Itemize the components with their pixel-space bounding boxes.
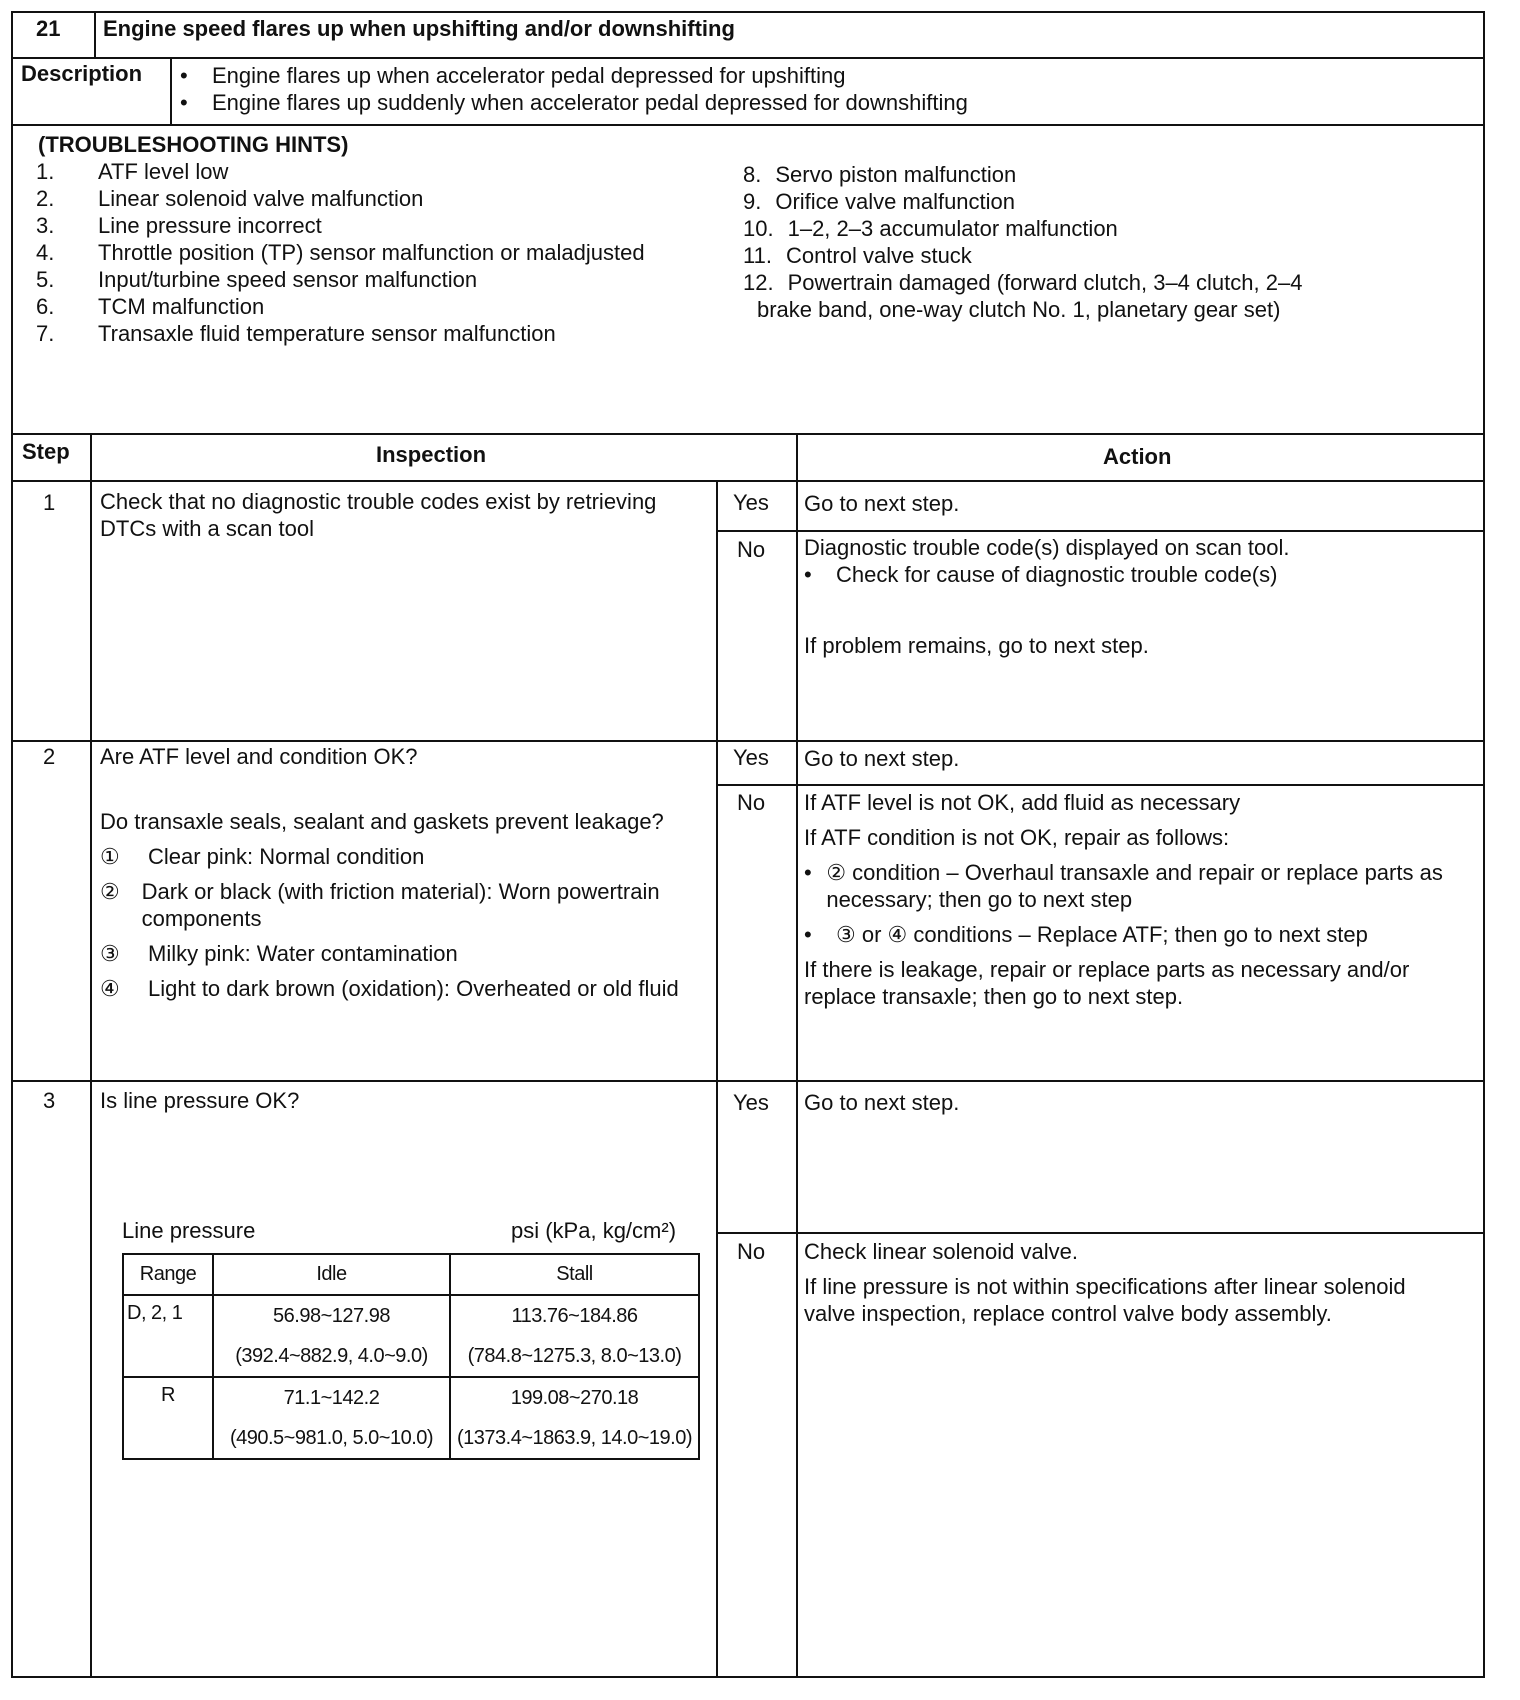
value: (392.4~882.9, 4.0~9.0) (235, 1345, 428, 1367)
step-number: 2 (43, 744, 56, 769)
inspection-text: Do transaxle seals, sealant and gaskets prevent leakage? (100, 809, 664, 834)
condition-text: Clear pink: Normal condition (148, 844, 425, 869)
inspection-text: Is line pressure OK? (100, 1088, 300, 1113)
hint-number: 12. (743, 270, 774, 295)
hint-number: 4. (36, 240, 55, 265)
value: (490.5~981.0, 5.0~10.0) (229, 1427, 434, 1449)
line-pressure-table (122, 1253, 700, 1460)
cell-range: R (123, 1377, 213, 1459)
yes-action: Go to next step. (804, 1090, 960, 1115)
table-row (123, 1377, 699, 1459)
hint-text: 1–2, 2–3 accumulator malfunction (787, 216, 1118, 241)
hint-item (743, 215, 1302, 242)
no-action: Diagnostic trouble code(s) displayed on scan tool. • Check for cause of diagnostic trouble code(s) If problem remains, go to next step. (804, 534, 1474, 659)
action-bullet: ③ or ④ conditions – Replace ATF; then go to next step (836, 922, 1368, 947)
cell-stall (450, 1377, 699, 1459)
description-item: Engine flares up suddenly when accelerator pedal depressed for downshifting (212, 90, 968, 115)
condition-text: Milky pink: Water contamination (148, 941, 458, 966)
column-action: Action (1103, 444, 1172, 469)
no-action (804, 1238, 1424, 1327)
hint-text: Linear solenoid valve malfunction (98, 186, 424, 211)
action-bullet: ② condition – Overhaul transaxle and repair or replace parts as necessary; then go to next step (826, 860, 1443, 912)
cell-stall (450, 1295, 699, 1377)
hint-item (36, 185, 645, 212)
divider (170, 57, 172, 124)
column-step: Step (22, 439, 70, 464)
condition-text: Light to dark brown (oxidation): Overheated or old fluid (148, 976, 679, 1001)
inspection-block (100, 743, 700, 1010)
condition-item (100, 878, 700, 932)
yes-label: Yes (733, 490, 769, 515)
hint-item (36, 320, 645, 347)
hint-text: Orifice valve malfunction (775, 189, 1016, 214)
value: 113.76~184.86 (511, 1305, 638, 1327)
table-row (123, 1295, 699, 1377)
column-inspection: Inspection (376, 442, 487, 467)
hint-item (743, 161, 1302, 188)
hint-item (743, 188, 1302, 215)
divider (90, 433, 92, 1677)
hint-text: Input/turbine speed sensor malfunction (98, 267, 478, 292)
header-range: Range (123, 1254, 213, 1295)
hint-text: Servo piston malfunction (775, 162, 1017, 187)
divider (11, 433, 1485, 435)
divider (716, 530, 1485, 532)
hint-text: TCM malfunction (98, 294, 265, 319)
problem-number: 21 (36, 16, 61, 41)
border (11, 11, 13, 1678)
hint-item (36, 266, 645, 293)
hint-item (36, 239, 645, 266)
divider (11, 740, 1485, 742)
hint-item (36, 212, 645, 239)
hints-right-list (743, 161, 1302, 323)
action-line: If ATF condition is not OK, repair as follows: (804, 825, 1230, 850)
hint-number: 3. (36, 213, 55, 238)
action-line: Diagnostic trouble code(s) displayed on scan tool. (804, 535, 1290, 560)
header-stall: Stall (450, 1254, 699, 1295)
value: (784.8~1275.3, 8.0~13.0) (467, 1345, 682, 1367)
description-item: Engine flares up when accelerator pedal depressed for upshifting (212, 63, 846, 88)
divider (716, 784, 1485, 786)
divider (11, 124, 1485, 126)
hint-text: ATF level low (98, 159, 229, 184)
step-number: 1 (43, 490, 56, 515)
cell-idle (213, 1377, 450, 1459)
border (11, 11, 1485, 13)
problem-title: Engine speed flares up when upshifting and/or downshifting (103, 16, 735, 41)
hint-number: 10. (743, 216, 774, 241)
hint-text: Line pressure incorrect (98, 213, 322, 238)
hint-number (743, 297, 757, 322)
hints-left-list (36, 158, 645, 347)
divider (11, 1080, 1485, 1082)
no-label: No (737, 1239, 766, 1264)
yes-label: Yes (733, 745, 769, 770)
condition-number: ④ (100, 976, 120, 1001)
value: (1373.4~1863.9, 14.0~19.0) (457, 1427, 692, 1449)
value: 56.98~127.98 (273, 1305, 390, 1327)
cell-idle (213, 1295, 450, 1377)
line-pressure-units: psi (kPa, kg/cm²) (511, 1218, 677, 1243)
yes-action: Go to next step. (804, 491, 960, 516)
hint-text: Control valve stuck (785, 243, 972, 268)
divider (11, 480, 1485, 482)
line-pressure-title: Line pressure (122, 1218, 256, 1243)
yes-label: Yes (733, 1090, 769, 1115)
hint-number: 8. (743, 162, 762, 187)
hint-number: 2. (36, 186, 55, 211)
hint-text: Throttle position (TP) sensor malfunction or maladjusted (98, 240, 645, 265)
value: 199.08~270.18 (510, 1387, 639, 1409)
condition-number: ② (100, 879, 120, 904)
divider (716, 480, 718, 1677)
divider (716, 1232, 1485, 1234)
action-line: If line pressure is not within specifications after linear solenoid valve inspection, replace control valve body assembly. (804, 1274, 1406, 1326)
action-bullet: Check for cause of diagnostic trouble code(s) (836, 562, 1278, 587)
condition-item (100, 975, 700, 1002)
action-line: If ATF level is not OK, add fluid as necessary (804, 790, 1241, 815)
no-action: If ATF level is not OK, add fluid as necessary If ATF condition is not OK, repair as follows: • ② condition – Overhaul transaxle and repair or replace parts as necessary; then go to next step • ③ or ④ conditions – Replace ATF; then go to next step If there is leakage, repair or replace parts as necessary and/or replace transaxle; then go to next step. (804, 789, 1474, 1010)
divider (796, 433, 798, 1677)
inspection-text: Are ATF level and condition OK? (100, 744, 418, 769)
hint-item (36, 293, 645, 320)
hint-number: 1. (36, 159, 55, 184)
hint-text: brake band, one-way clutch No. 1, planetary gear set) (757, 297, 1281, 322)
action-line: Check linear solenoid valve. (804, 1239, 1078, 1264)
hint-number: 7. (36, 321, 55, 346)
hint-item (36, 158, 645, 185)
inspection-text: Check that no diagnostic trouble codes exist by retrieving DTCs with a scan tool (100, 489, 657, 541)
hint-number: 5. (36, 267, 55, 292)
border (1483, 11, 1485, 1678)
hint-item (743, 242, 1302, 269)
hints-title: (TROUBLESHOOTING HINTS) (38, 132, 349, 157)
action-line: If problem remains, go to next step. (804, 633, 1149, 658)
header-idle: Idle (213, 1254, 450, 1295)
yes-action: Go to next step. (804, 746, 960, 771)
description-label: Description (21, 61, 143, 86)
hint-item (743, 296, 1302, 323)
no-label: No (737, 537, 766, 562)
action-line: If there is leakage, repair or replace parts as necessary and/or replace transaxle; then go to next step. (804, 957, 1410, 1009)
hint-text: Transaxle fluid temperature sensor malfunction (98, 321, 556, 346)
hint-item (743, 269, 1302, 296)
hint-number: 9. (743, 189, 762, 214)
value: 71.1~142.2 (283, 1387, 380, 1409)
border (11, 1676, 1485, 1678)
description-list: • Engine flares up when accelerator pedal depressed for upshifting • Engine flares up suddenly when accelerator pedal depressed for downshifting (180, 63, 968, 115)
no-label: No (737, 790, 766, 815)
hint-number: 6. (36, 294, 55, 319)
cell-range: D, 2, 1 (123, 1295, 213, 1377)
condition-text: Dark or black (with friction material): Worn powertrain components (141, 879, 660, 931)
condition-item (100, 843, 700, 870)
condition-item (100, 940, 700, 967)
condition-number: ③ (100, 941, 120, 966)
step-number: 3 (43, 1088, 56, 1113)
hint-text: Powertrain damaged (forward clutch, 3–4 clutch, 2–4 (787, 270, 1303, 295)
table-header-row (123, 1254, 699, 1295)
condition-number: ① (100, 844, 120, 869)
divider (11, 57, 1485, 59)
hint-number: 11. (743, 243, 772, 268)
divider (94, 11, 96, 57)
